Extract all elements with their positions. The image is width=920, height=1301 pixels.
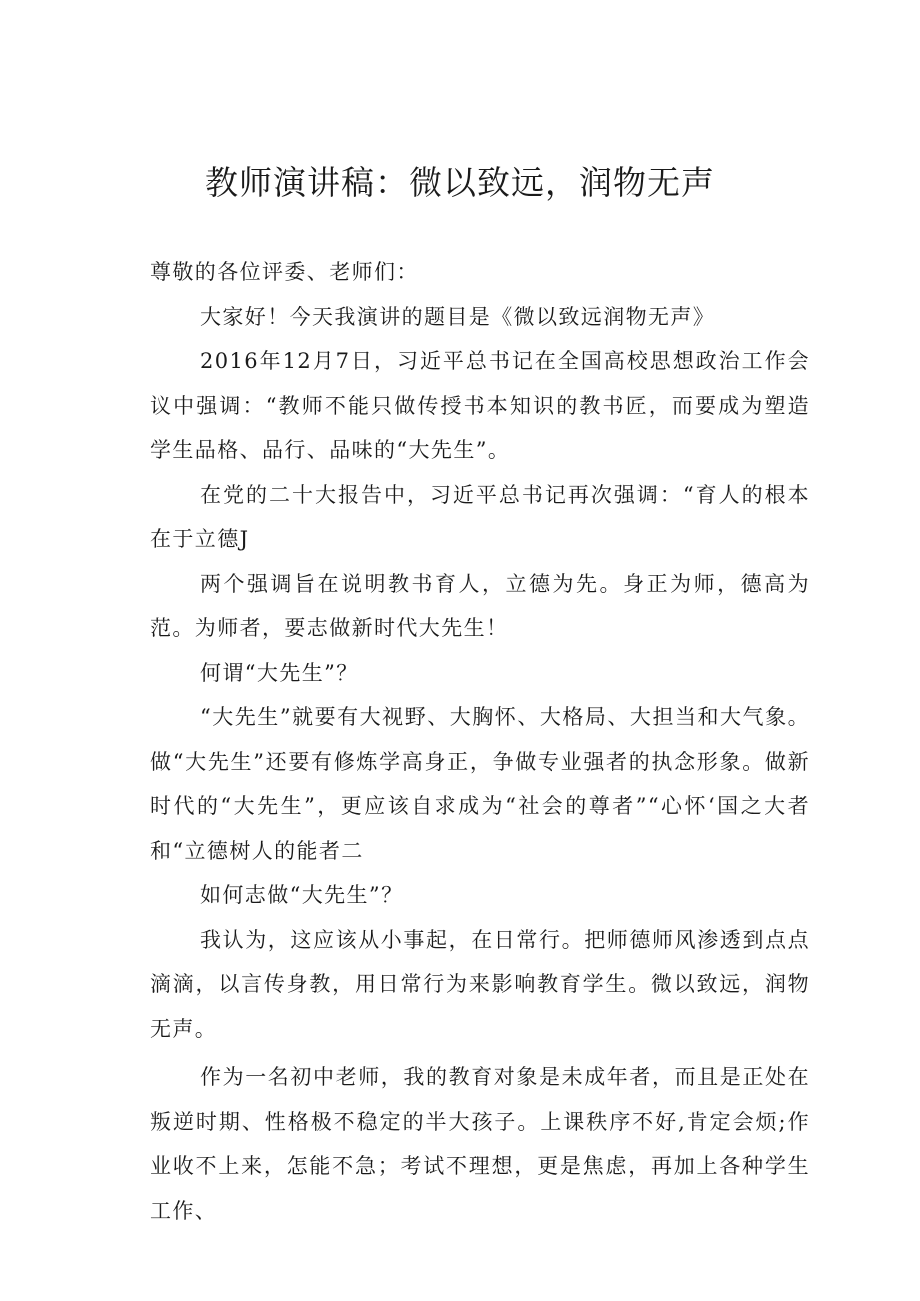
document-body xyxy=(150,250,810,1233)
paragraph-twentieth-congress: 在党的二十大报告中，习近平总书记再次强调：“育人的根本在于立德J xyxy=(150,482,810,551)
document-title: 教师演讲稿：微以致远，润物无声 xyxy=(205,163,715,202)
paragraph-two-emphases: 两个强调旨在说明教书育人，立德为先。身正为师，德高为范。为师者，要志做新时代大先生！ xyxy=(150,571,810,640)
paragraph-what-is-master: 何谓“大先生”？ xyxy=(200,660,359,685)
paragraph-junior-teacher: 作为一名初中老师，我的教育对象是未成年者，而且是正处在叛逆时期、性格极不稳定的半大孩子。上课秩序不好,肯定会烦;作业收不上来，怎能不急；考试不理想，更是焦虑，再加上各种学生工作、 xyxy=(150,1065,810,1223)
paragraph-my-view: 我认为，这应该从小事起，在日常行。把师德师风渗透到点点滴滴，以言传身教，用日常行为来影响教育学生。微以致远，润物无声。 xyxy=(150,927,810,1041)
salutation: 尊敬的各位评委、老师们： xyxy=(150,260,419,284)
paragraph-quote-2016: 2016年12月7日，习近平总书记在全国高校思想政治工作会议中强调：“教师不能只做传授书本知识的教书匠，而要成为塑造学生品格、品行、品味的“大先生”。 xyxy=(150,349,810,462)
paragraph-master-definition: “大先生”就要有大视野、大胸怀、大格局、大担当和大气象。做“大先生”还要有修炼学高身正，争做专业强者的执念形象。做新时代的“大先生”，更应该自求成为“社会的尊者”“心怀‘国之大者和“立德树人的能者二 xyxy=(150,705,810,863)
paragraph-how-to-be-master: 如何志做“大先生”？ xyxy=(200,883,404,907)
paragraph-greeting: 大家好！今天我演讲的题目是《微以致远润物无声》 xyxy=(200,304,716,329)
